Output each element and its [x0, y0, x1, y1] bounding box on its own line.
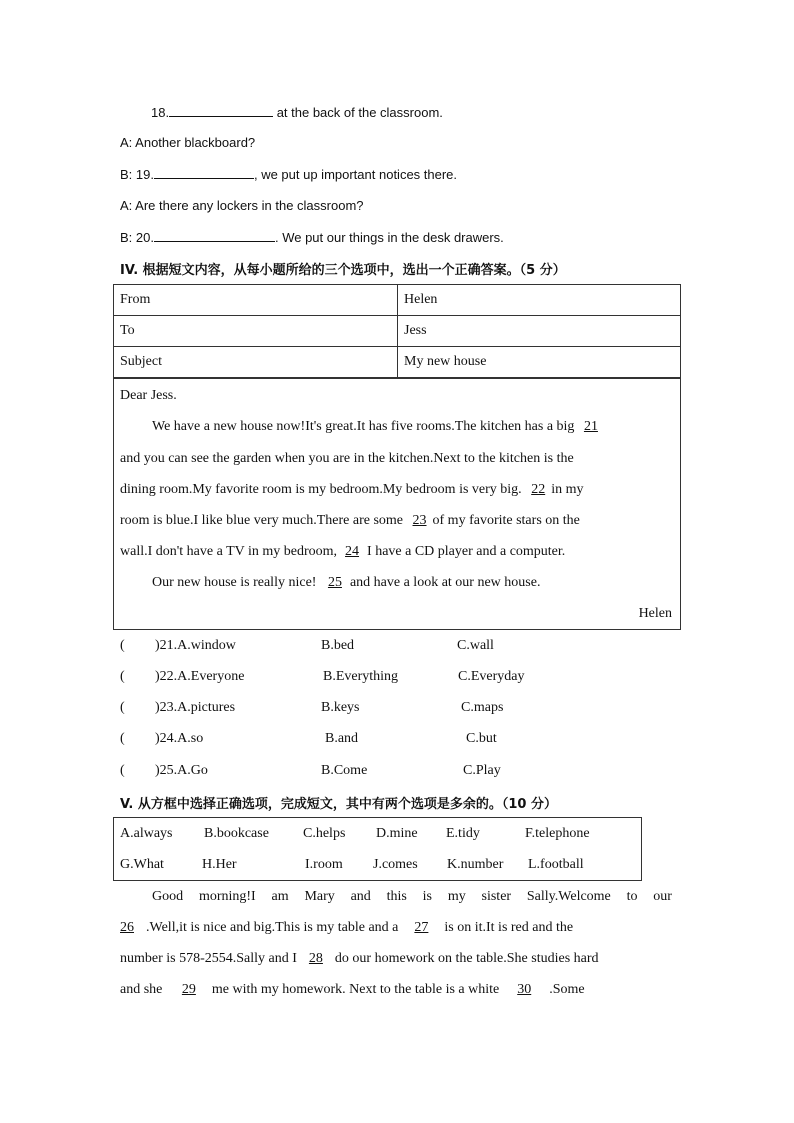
- blank-30[interactable]: 30: [517, 982, 532, 997]
- blank-21[interactable]: 21: [583, 419, 598, 434]
- letter-line-2: and you can see the garden when you are in the kitchen.Next to the kitchen is the: [120, 451, 574, 466]
- option-g-what: G.What: [120, 857, 164, 872]
- blank-28[interactable]: 28: [308, 951, 323, 966]
- passage-text: me with my homework. Next to the table is a white: [211, 982, 500, 997]
- option-a: )25.A.Go: [155, 763, 208, 778]
- b20-blank[interactable]: [154, 229, 275, 242]
- option-c: C.maps: [461, 700, 504, 715]
- passage-word: Sally.Welcome: [526, 889, 611, 904]
- passage-word: Mary: [304, 889, 335, 904]
- option-b: B.bed: [321, 638, 355, 653]
- b19-prefix: B: 19.: [120, 167, 154, 182]
- q18-text: at the back of the classroom.: [273, 105, 443, 120]
- word-options-box: [113, 817, 642, 881]
- blank-24[interactable]: 24: [345, 544, 360, 559]
- passage-word: is: [422, 889, 432, 904]
- option-h-her: H.Her: [202, 857, 237, 872]
- passage-word: sister: [481, 889, 512, 904]
- option-c: C.Everyday: [458, 669, 525, 684]
- option-a-always: A.always: [120, 826, 173, 841]
- option-b: B.Everything: [323, 669, 399, 684]
- option-e-tidy: E.tidy: [446, 826, 480, 841]
- passage-text: do our homework on the table.She studies hard: [334, 951, 599, 966]
- passage-line-4: [120, 982, 585, 998]
- passage-line-3: [120, 951, 599, 967]
- passage-word: Good: [152, 889, 184, 904]
- b19-text: , we put up important notices there.: [253, 167, 458, 182]
- passage-text: .Some: [549, 982, 585, 997]
- option-k-number: K.number: [447, 857, 504, 872]
- dialogue-b20: [120, 229, 504, 245]
- b19-blank[interactable]: [154, 166, 254, 179]
- blank-26[interactable]: 26: [120, 920, 134, 935]
- passage-text: .Well,it is nice and big.This is my table and a: [146, 920, 399, 935]
- letter-text: Our new house is really nice!: [152, 575, 317, 590]
- passage-word: to: [626, 889, 638, 904]
- q18-blank[interactable]: [169, 104, 273, 117]
- letter-text: wall.I don't have a TV in my bedroom,: [120, 544, 338, 559]
- answer-paren[interactable]: (: [120, 638, 125, 653]
- from-label: From: [114, 285, 398, 316]
- dialogue-a1: A: Another blackboard?: [120, 135, 256, 150]
- blank-25[interactable]: 25: [327, 575, 342, 590]
- to-value: Jess: [398, 316, 681, 347]
- answer-paren[interactable]: (: [120, 763, 125, 778]
- option-j-comes: J.comes: [373, 857, 418, 872]
- letter-text: and have a look at our new house.: [349, 575, 541, 590]
- email-header-table: [113, 284, 681, 378]
- answer-paren[interactable]: (: [120, 669, 125, 684]
- section-4-title: IV. 根据短文内容，从每小题所给的三个选项中，选出一个正确答案。（5 分）: [120, 263, 566, 278]
- letter-text: in my: [551, 482, 584, 497]
- letter-signature: Helen: [638, 606, 672, 621]
- option-c: C.wall: [457, 638, 494, 653]
- letter-text: I have a CD player and a computer.: [367, 544, 566, 559]
- dialogue-b19: [120, 166, 457, 182]
- letter-line-4: [120, 513, 580, 529]
- option-b: B.keys: [321, 700, 360, 715]
- blank-23[interactable]: 23: [412, 513, 427, 528]
- option-c: C.but: [466, 731, 497, 746]
- option-c-helps: C.helps: [303, 826, 346, 841]
- passage-word: and: [350, 889, 371, 904]
- passage-text: and she: [120, 982, 163, 997]
- option-b-bookcase: B.bookcase: [204, 826, 269, 841]
- q18-number: 18.: [151, 105, 170, 120]
- letter-line-5: [120, 544, 565, 560]
- option-c: C.Play: [463, 763, 501, 778]
- letter-text: dining room.My favorite room is my bedroom.My bedroom is very big.: [120, 482, 522, 497]
- subject-label: Subject: [114, 347, 398, 378]
- letter-line-3: [120, 482, 583, 498]
- passage-text: number is 578-2554.Sally and I: [120, 951, 297, 966]
- passage-word: am: [271, 889, 289, 904]
- option-i-room: I.room: [305, 857, 343, 872]
- passage-line-1: [120, 889, 672, 905]
- to-label: To: [114, 316, 398, 347]
- option-a: )21.A.window: [155, 638, 236, 653]
- letter-text: We have a new house now!It's great.It has five rooms.The kitchen has a big: [152, 419, 575, 434]
- dialogue-q18: [151, 104, 443, 120]
- letter-greeting: Dear Jess.: [120, 388, 177, 403]
- blank-29[interactable]: 29: [181, 982, 196, 997]
- section-5-title: V. 从方框中选择正确选项，完成短文，其中有两个选项是多余的。（10 分）: [120, 797, 557, 812]
- email-from-row: [114, 285, 681, 316]
- blank-22[interactable]: 22: [531, 482, 546, 497]
- b20-text: . We put our things in the desk drawers.: [274, 230, 504, 245]
- passage-word: our: [653, 889, 672, 904]
- from-value: Helen: [398, 285, 681, 316]
- answer-paren[interactable]: (: [120, 731, 125, 746]
- subject-value: My new house: [398, 347, 681, 378]
- letter-text: of my favorite stars on the: [432, 513, 580, 528]
- dialogue-a2: A: Are there any lockers in the classroom?: [120, 198, 364, 213]
- passage-text: is on it.It is red and the: [444, 920, 574, 935]
- option-b: B.Come: [321, 763, 368, 778]
- email-subject-row: [114, 347, 681, 378]
- email-to-row: [114, 316, 681, 347]
- option-l-football: L.football: [528, 857, 584, 872]
- letter-body: [113, 378, 681, 630]
- passage-word: this: [386, 889, 407, 904]
- option-a: )23.A.pictures: [155, 700, 236, 715]
- option-a: )24.A.so: [155, 731, 204, 746]
- option-d-mine: D.mine: [376, 826, 418, 841]
- option-a: )22.A.Everyone: [155, 669, 245, 684]
- passage-word: morning!I: [198, 889, 256, 904]
- b20-prefix: B: 20.: [120, 230, 154, 245]
- passage-line-2: [120, 920, 573, 936]
- option-b: B.and: [325, 731, 359, 746]
- blank-27[interactable]: 27: [414, 920, 429, 935]
- passage-word: my: [447, 889, 466, 904]
- answer-paren[interactable]: (: [120, 700, 125, 715]
- letter-line-1: [152, 419, 604, 435]
- option-f-telephone: F.telephone: [525, 826, 590, 841]
- letter-text: room is blue.I like blue very much.There are some: [120, 513, 404, 528]
- letter-line-6: [152, 575, 540, 591]
